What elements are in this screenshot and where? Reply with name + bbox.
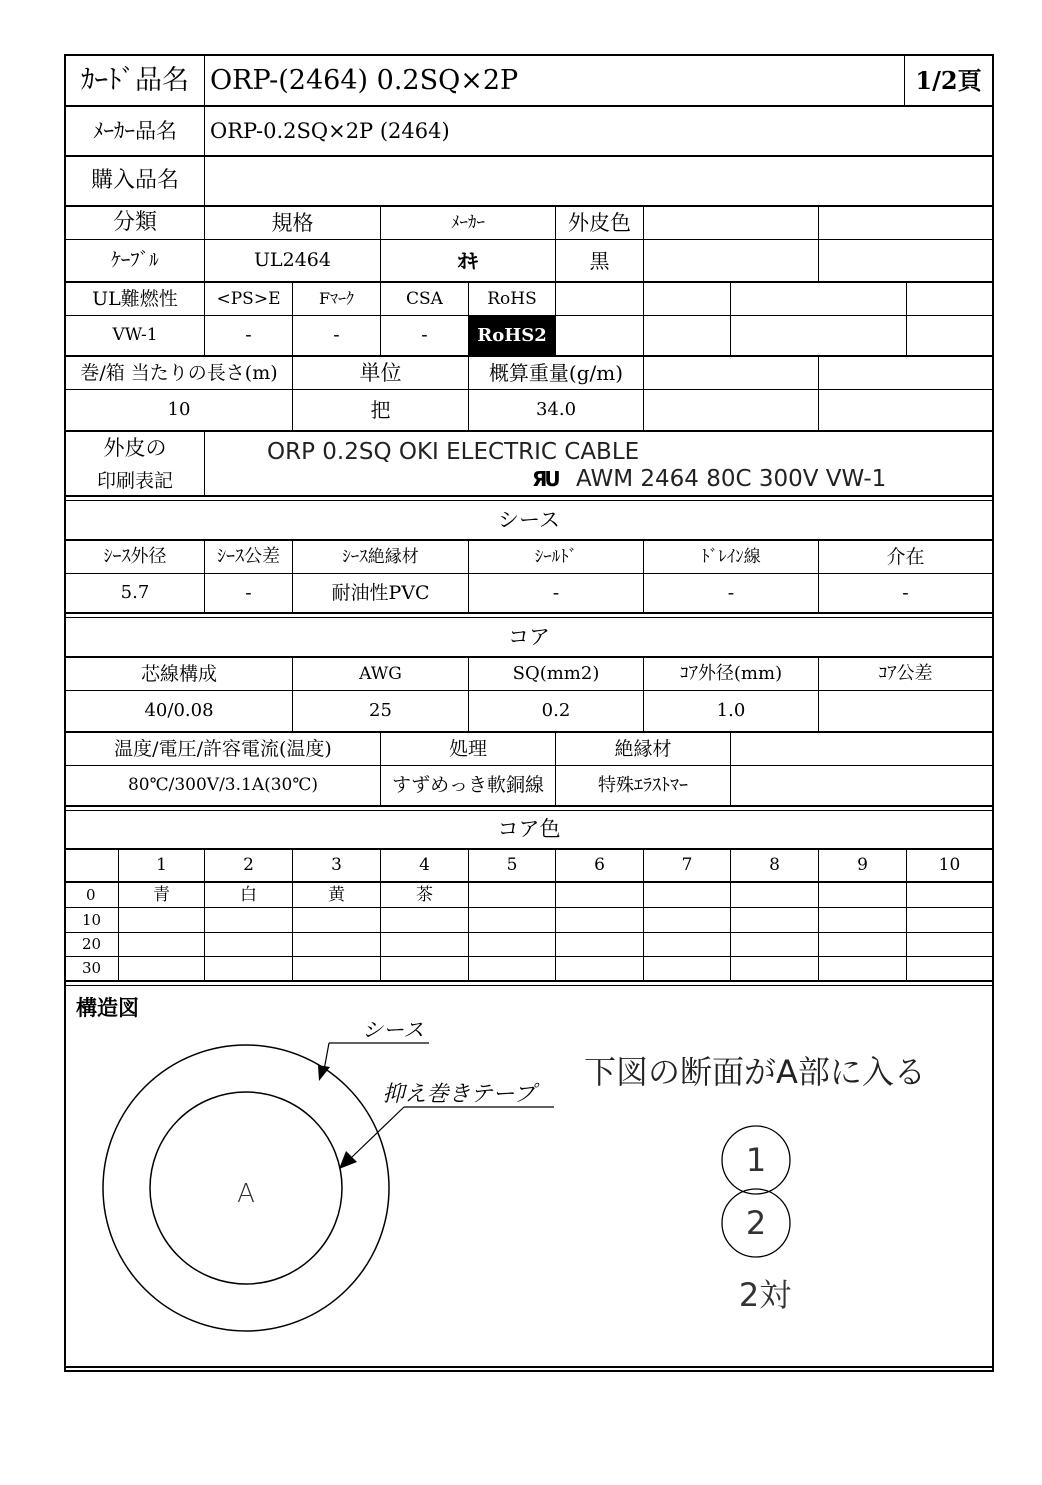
filler-header: 介在: [886, 545, 925, 568]
sq-header: SQ(mm2): [512, 663, 600, 684]
page-number: 1/2頁: [915, 65, 982, 95]
ps-e-value: -: [245, 324, 252, 346]
color-col-header: 1: [156, 855, 167, 875]
standard-header: 規格: [271, 210, 314, 235]
tape-label: 抑え巻きテープ: [382, 1082, 536, 1107]
sq-value: 0.2: [541, 700, 571, 721]
color-row-header: 0: [86, 885, 96, 904]
csa-value: -: [421, 324, 428, 346]
print-text-line2: AWM 2464 80C 300V VW-1: [576, 465, 887, 492]
drain-wire-header: ﾄﾞﾚｲﾝ線: [701, 546, 761, 567]
conductor-header: 芯線構成: [140, 662, 217, 685]
cross-section-note: 下図の断面がA部に入る: [584, 1053, 926, 1091]
rohs-header: RoHS: [487, 288, 537, 309]
maker-header: ﾒｰｶｰ: [451, 212, 485, 233]
color-col-header: 3: [331, 855, 342, 875]
category-value: ｹｰﾌﾞﾙ: [111, 249, 159, 271]
print-label-line1: 外皮の: [103, 435, 167, 460]
filler-value: -: [902, 581, 909, 604]
tape-leader-line: [352, 1107, 404, 1157]
sheath-tolerance-value: -: [245, 581, 252, 604]
cable-cross-section-diagram: [64, 985, 994, 1365]
color-row-header: 30: [82, 959, 102, 977]
ul-recognized-mark-icon: ЯU: [532, 467, 558, 491]
insulation-value: 特殊ｴﾗｽﾄﾏｰ: [598, 774, 688, 796]
treatment-value: すずめっき軟銅線: [391, 774, 544, 796]
color-col-header: 5: [506, 855, 518, 875]
f-mark-header: Fﾏｰｸ: [318, 289, 355, 308]
tape-arrow-head: [339, 1151, 357, 1169]
pair-count-label: 2対: [738, 1276, 792, 1314]
section-a-label: A: [237, 1179, 255, 1209]
core-color-cell: 黄: [328, 884, 345, 905]
core-color-cell: 青: [153, 884, 170, 905]
color-col-header: 10: [938, 855, 961, 875]
ul-flame-header: UL難燃性: [92, 287, 178, 310]
color-col-header: 4: [419, 855, 430, 875]
f-mark-value: -: [333, 324, 340, 346]
sheath-od-header: ｼｰｽ外径: [103, 546, 167, 567]
pair-2-number: 2: [745, 1204, 767, 1242]
sheath-material-header: ｼｰｽ絶縁材: [342, 546, 419, 567]
core-color-cell: 白: [240, 884, 257, 905]
weight-value: 34.0: [535, 399, 577, 420]
sheath-material-value: 耐油性PVC: [331, 581, 430, 604]
rohs-value-badge: RoHS2: [469, 316, 555, 355]
sheath-arrow-head: [318, 1065, 330, 1081]
standard-value: UL2464: [254, 249, 331, 271]
color-col-header: 8: [769, 855, 780, 875]
sheath-section-title: シース: [498, 507, 560, 532]
sheath-od-value: 5.7: [120, 582, 150, 603]
jacket-color-value: 黒: [589, 248, 610, 273]
shield-value: -: [552, 581, 560, 604]
maker-value: ｵｷ: [458, 248, 478, 273]
maker-name-value: ORP-0.2SQ×2P (2464): [210, 118, 450, 143]
drain-wire-value: -: [727, 581, 735, 604]
core-section-title: コア: [508, 624, 550, 649]
core-od-value: 1.0: [716, 700, 746, 721]
core-tolerance-header: ｺｱ公差: [878, 663, 933, 684]
color-col-header: 2: [243, 855, 254, 875]
color-col-header: 6: [594, 855, 605, 875]
temp-voltage-value: 80℃/300V/3.1A(30℃): [127, 775, 319, 795]
unit-value: 把: [370, 398, 391, 422]
temp-voltage-header: 温度/電圧/許容電流(温度): [114, 737, 332, 760]
print-label-line2: 印刷表記: [96, 469, 173, 492]
shield-header: ｼｰﾙﾄﾞ: [534, 546, 578, 567]
length-header: 巻/箱 当たりの長さ(m): [80, 361, 278, 384]
color-row-header: 20: [82, 935, 102, 953]
purchase-name-label: 購入品名: [90, 168, 179, 193]
ps-e-header: <PS>E: [216, 288, 281, 309]
color-col-header: 9: [857, 855, 868, 875]
length-value: 10: [167, 399, 191, 420]
csa-header: CSA: [406, 288, 443, 309]
core-color-section-title: コア色: [497, 817, 561, 841]
category-header: 分類: [112, 210, 157, 235]
card-name-value: ORP-(2464) 0.2SQ×2P: [210, 65, 519, 96]
pair-1-number: 1: [745, 1141, 767, 1179]
awg-header: AWG: [359, 663, 402, 684]
conductor-value: 40/0.08: [144, 700, 214, 721]
unit-header: 単位: [359, 360, 402, 385]
core-tolerance-value: [819, 691, 992, 731]
color-row-header: 10: [82, 910, 102, 929]
awg-value: 25: [369, 700, 392, 721]
core-od-header: ｺｱ外径(mm): [679, 663, 783, 684]
card-name-label: ｶｰﾄﾞ品名: [81, 65, 189, 96]
core-color-cell: 茶: [416, 884, 433, 905]
print-text-line1: ORP 0.2SQ OKI ELECTRIC CABLE: [267, 438, 640, 465]
sheath-leader-line: [324, 1043, 329, 1070]
structure-diagram-title: 構造図: [76, 995, 139, 1020]
maker-name-label: ﾒｰｶｰ品名: [93, 118, 177, 143]
sheath-label: シース: [362, 1017, 424, 1042]
weight-header: 概算重量(g/m): [488, 361, 624, 385]
purchase-name-value: [210, 157, 910, 205]
treatment-header: 処理: [448, 737, 487, 760]
ul-flame-value: VW-1: [112, 325, 158, 345]
sheath-tolerance-header: ｼｰｽ公差: [217, 546, 280, 567]
jacket-color-header: 外皮色: [568, 210, 631, 235]
color-col-header: 7: [681, 855, 693, 875]
insulation-header: 絶縁材: [614, 737, 672, 760]
